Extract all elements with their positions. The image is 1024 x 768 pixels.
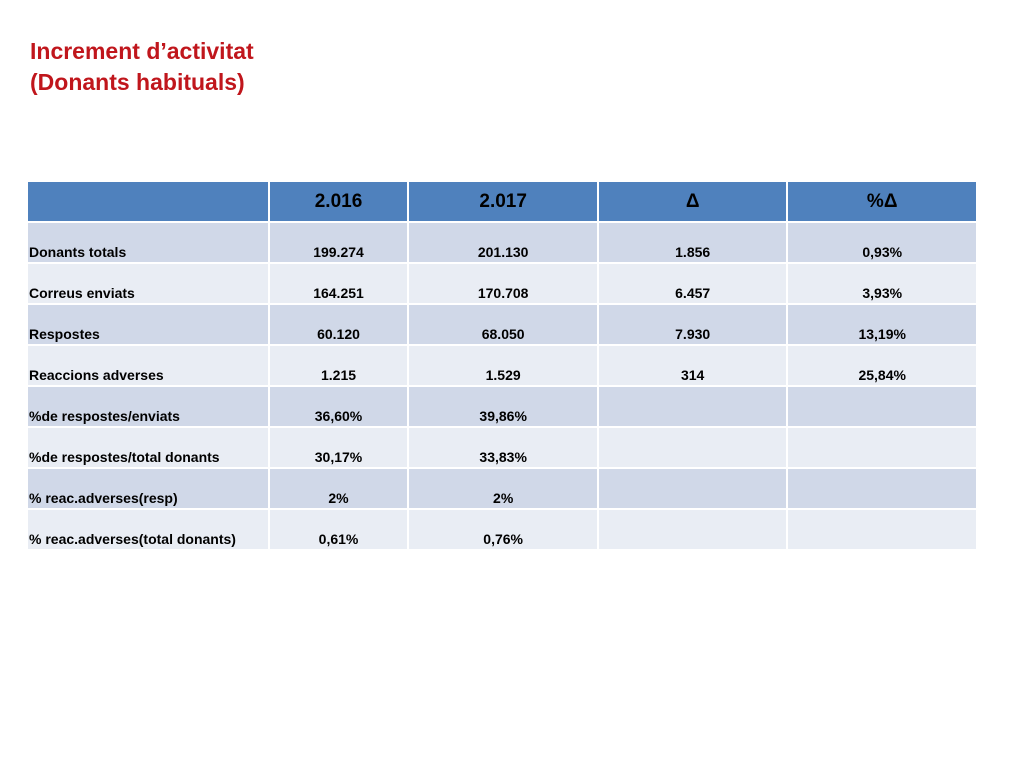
table-row — [28, 387, 976, 426]
cell-percent-delta: 25,84% — [788, 346, 976, 385]
header-cell-delta: Δ — [599, 182, 787, 221]
cell-percent-delta — [788, 387, 976, 426]
cell-2017: 201.130 — [409, 223, 597, 262]
header-cell-percent-delta: %Δ — [788, 182, 976, 221]
cell-2016: 0,61% — [270, 510, 408, 549]
cell-2016: 164.251 — [270, 264, 408, 303]
cell-2016: 199.274 — [270, 223, 408, 262]
cell-2016: 60.120 — [270, 305, 408, 344]
activity-table — [26, 180, 978, 551]
cell-percent-delta: 13,19% — [788, 305, 976, 344]
header-cell-2017: 2.017 — [409, 182, 597, 221]
cell-delta — [599, 387, 787, 426]
row-label: Correus enviats — [28, 264, 268, 303]
row-label: Respostes — [28, 305, 268, 344]
cell-delta — [599, 428, 787, 467]
table-row — [28, 346, 976, 385]
cell-2017: 68.050 — [409, 305, 597, 344]
cell-delta: 314 — [599, 346, 787, 385]
cell-percent-delta — [788, 428, 976, 467]
row-label: % reac.adverses(resp) — [28, 469, 268, 508]
table-row — [28, 305, 976, 344]
cell-delta — [599, 469, 787, 508]
table-row — [28, 264, 976, 303]
table-row — [28, 428, 976, 467]
cell-2017: 39,86% — [409, 387, 597, 426]
row-label: Donants totals — [28, 223, 268, 262]
cell-percent-delta: 3,93% — [788, 264, 976, 303]
cell-percent-delta — [788, 469, 976, 508]
cell-2017: 170.708 — [409, 264, 597, 303]
header-row — [28, 182, 976, 221]
header-cell-2016: 2.016 — [270, 182, 408, 221]
table-row — [28, 469, 976, 508]
slide-title-line-2: (Donants habituals) — [30, 69, 245, 95]
cell-percent-delta — [788, 510, 976, 549]
slide-title — [30, 36, 254, 98]
cell-2016: 2% — [270, 469, 408, 508]
cell-2017: 2% — [409, 469, 597, 508]
row-label: %de respostes/enviats — [28, 387, 268, 426]
cell-delta — [599, 510, 787, 549]
cell-2017: 33,83% — [409, 428, 597, 467]
cell-delta: 7.930 — [599, 305, 787, 344]
cell-delta: 1.856 — [599, 223, 787, 262]
cell-percent-delta: 0,93% — [788, 223, 976, 262]
slide-title-line-1: Increment d’activitat — [30, 38, 254, 64]
cell-2017: 0,76% — [409, 510, 597, 549]
table-row — [28, 510, 976, 549]
row-label: % reac.adverses(total donants) — [28, 510, 268, 549]
row-label: %de respostes/total donants — [28, 428, 268, 467]
cell-2017: 1.529 — [409, 346, 597, 385]
cell-2016: 1.215 — [270, 346, 408, 385]
cell-delta: 6.457 — [599, 264, 787, 303]
cell-2016: 36,60% — [270, 387, 408, 426]
row-label: Reaccions adverses — [28, 346, 268, 385]
table-row — [28, 223, 976, 262]
cell-2016: 30,17% — [270, 428, 408, 467]
header-cell-label — [28, 182, 268, 221]
